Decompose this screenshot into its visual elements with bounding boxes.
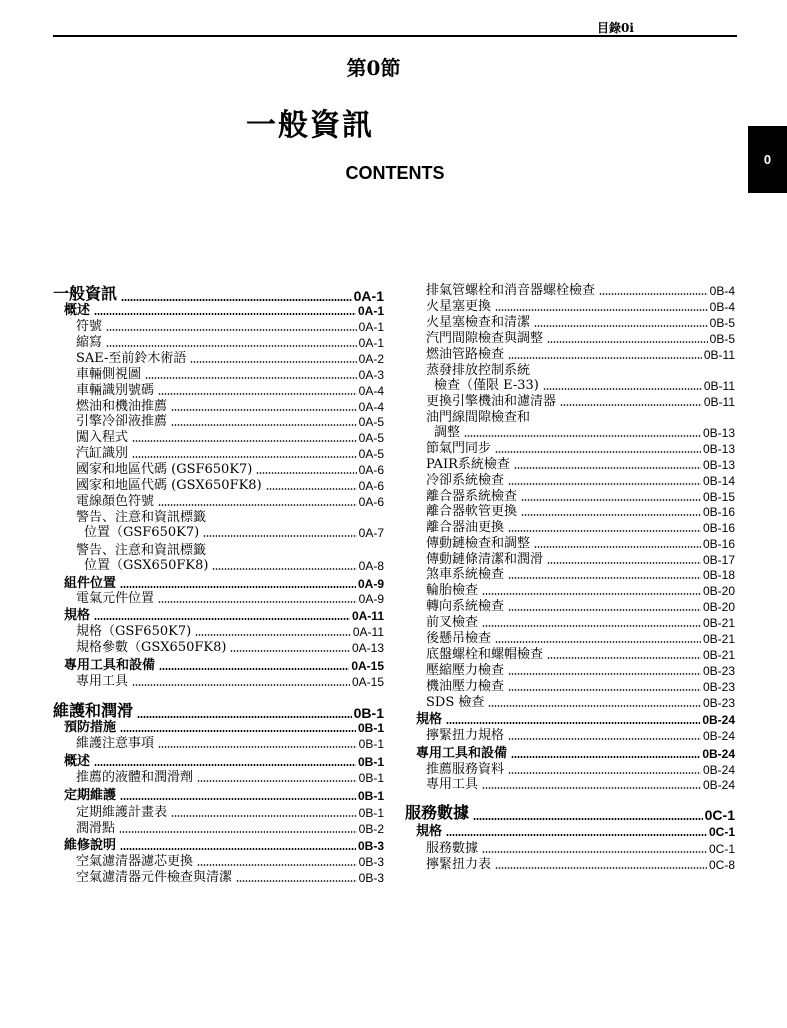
toc-page-number: 0B-16 — [702, 505, 735, 519]
toc-title: 離合器系統檢查 — [426, 489, 518, 504]
toc-page-number: 0C-1 — [708, 825, 735, 839]
toc-page-number: 0A-6 — [358, 495, 384, 509]
toc-page-number: 0A-4 — [358, 400, 384, 414]
toc-title: 規格參數（GSX650FK8) — [76, 640, 227, 655]
toc-title: 電氣元件位置 — [76, 591, 155, 606]
contents-heading: CONTENTS — [345, 163, 445, 183]
toc-title: 專用工具和設備 — [416, 746, 508, 761]
toc-entry[interactable] — [76, 636, 384, 655]
toc-page-number: 0B-13 — [702, 426, 735, 440]
dot-leader — [446, 834, 707, 836]
toc-page-number: 0A-4 — [358, 384, 384, 398]
toc-title: 概述 — [64, 303, 91, 318]
toc-title: 汽門間隙檢查與調整 — [426, 331, 544, 346]
toc-page-number: 0B-11 — [703, 395, 735, 409]
toc-entry-title-line: 警告、注意和資訊標籤 — [76, 543, 207, 558]
toc-title: 傳動鏈檢查和調整 — [426, 536, 531, 551]
toc-page-number: 0B-15 — [702, 490, 735, 504]
toc-page-number: 0A-1 — [358, 336, 384, 350]
toc-page-number: 0A-15 — [351, 675, 384, 689]
toc-page-number: 0B-17 — [702, 553, 735, 567]
toc-page-number: 0A-8 — [358, 559, 384, 573]
toc-title: 排氣管螺栓和消音器螺栓檢查 — [426, 283, 596, 298]
toc-entry[interactable] — [426, 853, 735, 872]
dot-leader — [158, 601, 357, 603]
toc-title: 定期維護計畫表 — [76, 805, 168, 820]
toc-title: 維修說明 — [64, 838, 117, 853]
dot-leader — [560, 404, 702, 406]
toc-page-number: 0B-3 — [357, 839, 384, 853]
toc-page-number: 0B-23 — [702, 664, 735, 678]
toc-page-number: 0A-5 — [358, 415, 384, 429]
toc-title: 燃油管路檢查 — [426, 347, 505, 362]
toc-page-number: 0C-8 — [708, 858, 735, 872]
toc-title: 煞車系統檢查 — [426, 567, 505, 582]
section-tab: 0 — [748, 126, 787, 193]
dot-leader — [482, 787, 701, 789]
toc-page-number: 0A-5 — [358, 447, 384, 461]
toc-title: 維護和潤滑 — [53, 701, 134, 720]
toc-page-number: 0B-24 — [702, 713, 735, 727]
toc-title: 燃油和機油推薦 — [76, 399, 168, 414]
toc-title: 潤滑點 — [76, 821, 116, 836]
toc-title: 轉向系統檢查 — [426, 599, 505, 614]
toc-page-number: 0A-1 — [353, 288, 384, 304]
toc-page-number: 0B-14 — [702, 474, 735, 488]
toc-title: 專用工具和設備 — [64, 658, 156, 673]
toc-title: 冷卻系統檢查 — [426, 473, 505, 488]
toc-title: 符號 — [76, 319, 103, 334]
toc-entry[interactable] — [84, 521, 384, 540]
toc-title: 引擎冷卻液推薦 — [76, 414, 168, 429]
toc-page-number: 0B-2 — [358, 822, 384, 836]
toc-title: 火星塞檢查和清潔 — [426, 315, 531, 330]
dot-leader — [120, 798, 356, 800]
toc-title: 車輛側視圖 — [76, 367, 142, 382]
toc-title: 組件位置 — [64, 576, 117, 591]
toc-title: SAE-至前鈴木術語 — [76, 351, 187, 366]
toc-entry-title-line: 蒸發排放控制系統 — [426, 363, 531, 378]
toc-page-number: 0B-20 — [702, 584, 735, 598]
toc-page-number: 0C-1 — [704, 807, 735, 823]
toc-title: 擰緊扭力規格 — [426, 728, 505, 743]
toc-page-number: 0B-1 — [357, 789, 384, 803]
toc-page-number: 0A-6 — [358, 463, 384, 477]
toc-title: 離合器軟管更換 — [426, 504, 518, 519]
toc-page-number: 0B-13 — [702, 442, 735, 456]
toc-title: 空氣濾清器濾芯更換 — [76, 854, 194, 869]
toc-page-number: 0B-24 — [702, 747, 735, 761]
toc-page-number: 0B-1 — [357, 721, 384, 735]
dot-leader — [203, 535, 356, 537]
toc-page-number: 0B-21 — [702, 648, 735, 662]
toc-page-number: 0B-18 — [702, 568, 735, 582]
toc-page-number: 0B-24 — [702, 729, 735, 743]
toc-page-number: 0B-20 — [702, 600, 735, 614]
toc-title: 節氣門同步 — [426, 441, 492, 456]
toc-page-number: 0A-2 — [358, 352, 384, 366]
toc-page-number: 0A-5 — [358, 431, 384, 445]
toc-title: 規格（GSF650K7) — [76, 624, 192, 639]
toc-page-number: 0B-24 — [702, 778, 735, 792]
toc-page-number: 0B-1 — [357, 755, 384, 769]
dot-leader — [495, 867, 707, 869]
header-rule — [53, 35, 737, 37]
header-label: 目錄0i — [597, 21, 634, 35]
toc-page-number: 0B-3 — [358, 871, 384, 885]
toc-title: 維護注意事項 — [76, 736, 155, 751]
dot-leader — [236, 880, 357, 882]
toc-title: 更換引擎機油和濾清器 — [426, 394, 557, 409]
toc-page-number: 0B-13 — [702, 458, 735, 472]
toc-title: 壓縮壓力檢查 — [426, 663, 505, 678]
toc-entry[interactable] — [76, 766, 384, 785]
toc-title: PAIR系統檢查 — [426, 457, 510, 472]
toc-page-number: 0A-9 — [358, 592, 384, 606]
toc-title: 檢查（僅限 E-33) — [434, 378, 539, 393]
toc-title: 後懸吊檢查 — [426, 631, 492, 646]
toc-page-number: 0B-16 — [702, 521, 735, 535]
toc-entry-title-line: 油門線間隙檢查和 — [426, 410, 531, 425]
toc-page-number: 0B-11 — [703, 348, 735, 362]
toc-title: 專用工具 — [76, 674, 129, 689]
toc-title: 國家和地區代碼 (GSX650FK8) — [76, 478, 262, 493]
toc-title: 傳動鏈條清潔和潤滑 — [426, 552, 544, 567]
toc-title: 闖入程式 — [76, 430, 129, 445]
toc-title: 擰緊扭力表 — [426, 857, 492, 872]
toc-title: 專用工具 — [426, 777, 479, 792]
toc-page-number: 0B-1 — [358, 771, 384, 785]
toc-entry[interactable] — [76, 866, 384, 885]
toc-title: 縮寫 — [76, 335, 103, 350]
toc-entry[interactable] — [426, 724, 735, 743]
toc-title: 服務數據 — [426, 841, 479, 856]
toc-page-number: 0A-3 — [358, 368, 384, 382]
toc-title: 定期維護 — [64, 788, 117, 803]
toc-page-number: 0A-13 — [351, 641, 384, 655]
toc-title: 離合器油更換 — [426, 520, 505, 535]
toc-title: 車輛識別號碼 — [76, 383, 155, 398]
toc-title: 電線顏色符號 — [76, 494, 155, 509]
toc-page-number: 0B-1 — [358, 806, 384, 820]
toc-title: 空氣濾清器元件檢查與清潔 — [76, 870, 233, 885]
dot-leader — [197, 780, 357, 782]
toc-title: 推薦的液體和潤滑劑 — [76, 770, 194, 785]
toc-title: 推薦服務資料 — [426, 762, 505, 777]
dot-leader — [158, 746, 357, 748]
toc-page-number: 0A-6 — [358, 479, 384, 493]
toc-title: 規格 — [64, 608, 91, 623]
toc-title: 汽缸識別 — [76, 446, 129, 461]
toc-title: 規格 — [416, 712, 443, 727]
section-title: 第0節 — [346, 56, 401, 80]
toc-entry[interactable] — [426, 773, 735, 792]
toc-page-number: 0B-1 — [358, 737, 384, 751]
toc-title: 調整 — [434, 425, 461, 440]
toc-title: 位置（GSF650K7) — [84, 525, 200, 540]
toc-page-number: 0B-4 — [709, 284, 735, 298]
toc-title: 機油壓力檢查 — [426, 679, 505, 694]
toc-title: 一般資訊 — [53, 284, 118, 303]
dot-leader — [212, 568, 356, 570]
main-title: 一般資訊 — [246, 108, 374, 143]
toc-page-number: 0B-5 — [709, 332, 735, 346]
toc-page-number: 0B-23 — [702, 680, 735, 694]
toc-entry[interactable] — [84, 554, 384, 573]
dot-leader — [508, 738, 701, 740]
toc-title: 國家和地區代碼 (GSF650K7) — [76, 462, 253, 477]
toc-title: 規格 — [416, 824, 443, 839]
toc-title: SDS 檢查 — [426, 695, 485, 710]
toc-title: 火星塞更換 — [426, 299, 492, 314]
toc-entry-title-line: 警告、注意和資訊標籤 — [76, 510, 207, 525]
toc-page-number: 0B-21 — [702, 616, 735, 630]
toc-page-number: 0B-3 — [358, 855, 384, 869]
dot-leader — [132, 684, 350, 686]
toc-page-number: 0B-1 — [353, 705, 384, 721]
dot-leader — [119, 831, 357, 833]
toc-title: 概述 — [64, 754, 91, 769]
dot-leader — [508, 357, 702, 359]
toc-entry[interactable] — [76, 732, 384, 751]
toc-page-number: 0B-24 — [702, 763, 735, 777]
dot-leader — [488, 705, 701, 707]
toc-page-number: 0B-21 — [702, 632, 735, 646]
toc-page-number: 0B-23 — [702, 696, 735, 710]
toc-page-number: 0A-11 — [352, 625, 384, 639]
toc-title: 底盤螺栓和螺帽檢查 — [426, 647, 544, 662]
toc-page-number: 0B-5 — [709, 316, 735, 330]
toc-page-number: 0A-7 — [358, 526, 384, 540]
toc-title: 服務數據 — [405, 803, 470, 822]
toc-page-number: 0A-1 — [358, 320, 384, 334]
dot-leader — [230, 650, 350, 652]
toc-page-number: 0B-11 — [703, 379, 735, 393]
toc-title: 位置（GSX650FK8) — [84, 558, 209, 573]
toc-title: 前叉檢查 — [426, 615, 479, 630]
toc-page-number: 0A-1 — [357, 304, 384, 318]
toc-page-number: 0B-4 — [709, 300, 735, 314]
toc-page-number: 0A-15 — [351, 659, 384, 673]
toc-page-number: 0A-11 — [351, 609, 384, 623]
toc-page-number: 0B-16 — [702, 537, 735, 551]
toc-entry[interactable] — [76, 670, 384, 689]
toc-page-number: 0C-1 — [708, 842, 735, 856]
toc-title: 輪胎檢查 — [426, 583, 479, 598]
toc-title: 預防措施 — [64, 720, 117, 735]
toc-page-number: 0A-9 — [357, 577, 384, 591]
